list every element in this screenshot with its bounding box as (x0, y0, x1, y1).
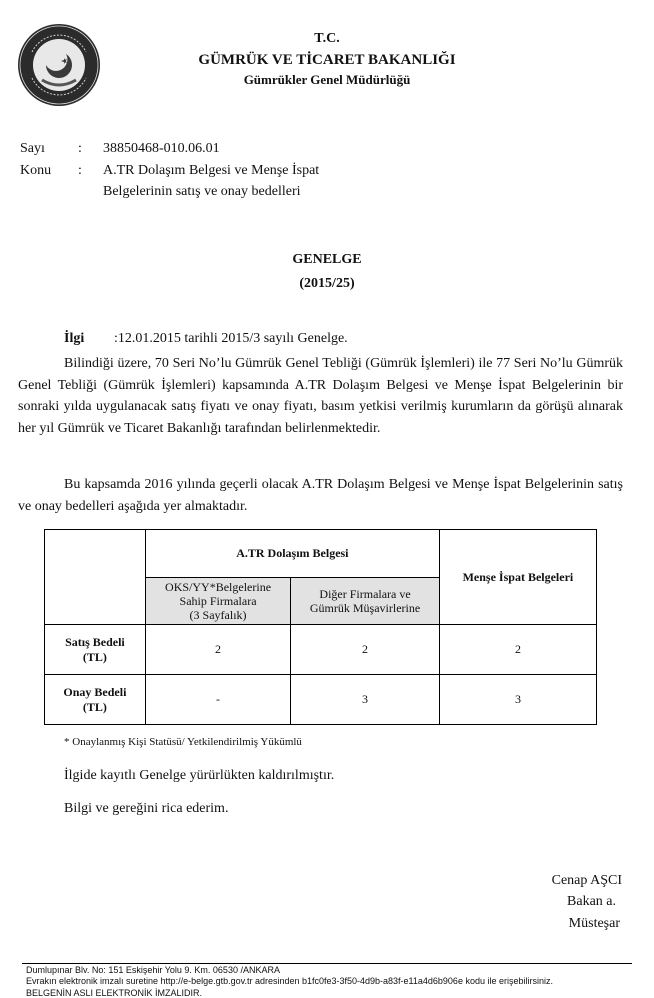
document-number: (2015/25) (299, 276, 355, 291)
row-label-line1: Onay Bedeli (63, 684, 127, 699)
signatory-title-1: Bakan a. (567, 894, 616, 909)
row-label-line2: (TL) (82, 649, 107, 664)
footer-address: Dumlupınar Blv. No: 151 Eskişehir Yolu 9. Km. 06530 /ANKARA (26, 965, 280, 975)
konu-line1: A.TR Dolaşım Belgesi ve Menşe İspat (103, 163, 320, 178)
fee-table (44, 529, 597, 725)
oks-subheader-line2: Sahip Firmalara (179, 594, 257, 608)
konu-label: Konu (20, 163, 52, 178)
header-tc: T.C. (314, 31, 340, 46)
footer-divider (22, 963, 632, 964)
footer-verify: Evrakın elektronik imzalı suretine http://e-belge.gtb.gov.tr adresinden b1fc0fe3-3f50-4d9b-a83f-e11a4d6b906e kodu ile erişebilirsiniz. (26, 976, 553, 986)
table-corner-cell (45, 530, 146, 625)
oks-subheader-line3: (3 Sayfalık) (189, 608, 247, 622)
row-label-onay (45, 675, 146, 725)
cell-onay-mense: 3 (439, 675, 596, 725)
row-label-line2: (TL) (82, 699, 107, 714)
signatory-title-2: Müsteşar (568, 916, 620, 931)
row-label-line1: Satış Bedeli (65, 634, 125, 649)
signatory-name: Cenap AŞCI (551, 873, 622, 888)
paragraph-2: Bu kapsamda 2016 yılında geçerli olacak A.TR Dolaşım Belgesi ve Menşe İspat Belgelerinin satış ve onay bedelleri aşağıda yer almaktadır. (18, 477, 623, 514)
diger-subheader-line2: Gümrük Müşavirlerine (309, 601, 421, 615)
oks-subheader (145, 578, 290, 625)
mense-header: Menşe İspat Belgeleri (439, 530, 596, 625)
cell-onay-oks: - (145, 675, 290, 725)
table-row (45, 675, 597, 725)
document-title: GENELGE (292, 252, 362, 267)
cell-satis-oks: 2 (145, 625, 290, 675)
header-ministry: GÜMRÜK VE TİCARET BAKANLIĞI (198, 52, 456, 68)
table-footnote: * Onaylanmış Kişi Statüsü/ Yetkilendirilmiş Yükümlü (64, 736, 302, 748)
konu-colon: : (78, 163, 82, 178)
footer-bottom-note: BELGENİN ASLI ELEKTRONİK İMZALIDIR. (26, 988, 203, 998)
konu-line2: Belgelerinin satış ve onay bedelleri (103, 184, 301, 199)
sayi-label: Sayı (20, 141, 45, 156)
header-directorate: Gümrükler Genel Müdürlüğü (243, 72, 411, 87)
closing-line-1: İlgide kayıtlı Genelge yürürlükten kaldırılmıştır. (64, 768, 335, 783)
cell-satis-diger: 2 (291, 625, 440, 675)
ilgi-label: İlgi (64, 331, 85, 346)
diger-subheader-line1: Diğer Firmalara ve (319, 587, 411, 601)
cell-satis-mense: 2 (439, 625, 596, 675)
sayi-value: 38850468-010.06.01 (103, 141, 220, 156)
paragraph-1: Bilindiği üzere, 70 Seri No’lu Gümrük Genel Tebliği (Gümrük İşlemleri) ile 77 Seri No’lu Gümrük Genel Tebliği (Gümrük İşlemleri) kapsamında A.TR Dolaşım Belgesi ve Menşe İspat Belgelerinin bir sonraki yılda uygulanacak satış fiyatı ve onay fiyatı, basım yetkisi verilmiş kurumların da görüşü alınarak her yıl Gümrük ve Ticaret Bakanlığı tarafından belirlenmektedir. (18, 356, 623, 436)
atr-group-header: A.TR Dolaşım Belgesi (145, 530, 439, 578)
closing-line-2: Bilgi ve gereğini rica ederim. (64, 801, 229, 816)
sayi-colon: : (78, 141, 82, 156)
cell-onay-diger: 3 (291, 675, 440, 725)
oks-subheader-line1: OKS/YY*Belgelerine (165, 580, 272, 594)
diger-subheader (291, 578, 440, 625)
row-label-satis (45, 625, 146, 675)
ilgi-text: :12.01.2015 tarihli 2015/3 sayılı Genelge. (114, 331, 348, 346)
table-row (45, 625, 597, 675)
